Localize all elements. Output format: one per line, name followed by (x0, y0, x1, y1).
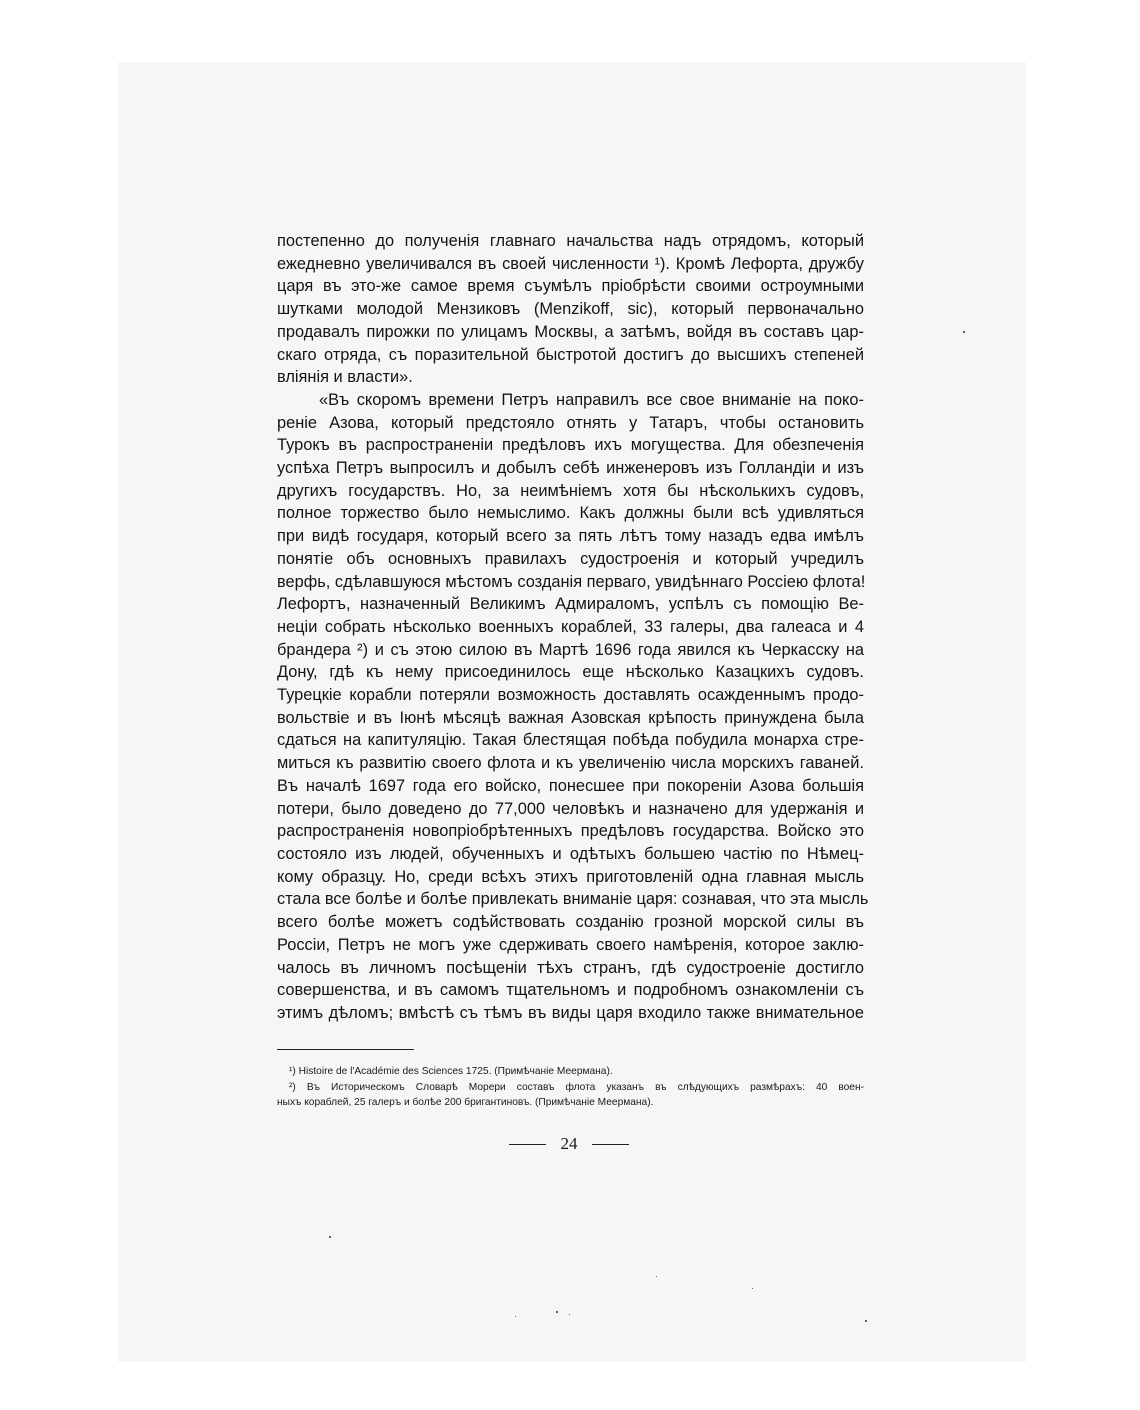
text-line: совершенства, и въ самомъ тщательномъ и подробномъ ознакомленіи съ (277, 981, 864, 1000)
text-line: постепенно до полученія главнаго начальства надъ отрядомъ, который (277, 232, 864, 250)
scan-speck (556, 1311, 558, 1313)
text-line: сдаться на капитуляцію. Такая блестящая побѣда побудила монарха стре- (277, 731, 864, 750)
text-line: вольствіе и въ Іюнѣ мѣсяцѣ важная Азовская крѣпость принуждена была (277, 708, 864, 727)
text-line: реніе Азова, который предстояло отнять у Татаръ, чтобы остановить (277, 413, 864, 432)
text-line: потери, было доведено до 77,000 человѣкъ и назначено для удержанія и (277, 799, 864, 818)
footnote-continuation: ныхъ кораблей, 25 галеръ и болѣе 200 бригантиновъ. (Примѣчаніе Меермана). (277, 1097, 654, 1108)
scan-speck (329, 1236, 331, 1238)
page-number-dash-left (509, 1144, 546, 1145)
text-line: скаго отряда, съ поразительной быстротой достигъ до высшихъ степеней (277, 345, 864, 364)
text-line: всего болѣе можетъ содѣйствовать созданію грозной морской силы въ (277, 913, 864, 932)
text-line: понятіе объ основныхъ правилахъ судостроенія и который учредилъ (277, 549, 864, 568)
text-line: брандера ²) и съ этою силою въ Мартѣ 1696 года явился къ Черкасску на (277, 640, 864, 659)
footnotes (277, 1064, 864, 1111)
text-line: при видѣ государя, который всего за пять лѣтъ тому назадъ едва имѣлъ (277, 527, 864, 546)
text-line: «Въ скоромъ времени Петръ направилъ все свое вниманіе на поко- (319, 390, 864, 409)
text-line: другихъ государствъ. Но, за неимѣніемъ хотя бы нѣсколькихъ судовъ, (277, 481, 864, 500)
text-line: распространенія новопріобрѣтенныхъ предѣловъ государства. Войско это (277, 822, 864, 841)
text-line: царя въ это-же самое время съумѣлъ пріобрѣсти своими остроумными (277, 277, 864, 296)
text-line: Лефортъ, назначенный Великимъ Адмираломъ, успѣлъ съ помощію Ве- (277, 595, 864, 614)
text-line: шутками молодой Мензиковъ (Menzikoff, sic), который первоначально (277, 300, 864, 319)
scan-speck (752, 1288, 753, 1289)
page-number (509, 1134, 629, 1154)
footnote-separator (277, 1049, 414, 1050)
footnote: ¹) Histoire de l'Académie des Sciences 1725. (Примѣчаніе Меермана). (289, 1066, 613, 1077)
text-line: миться къ развитію своего флота и къ увеличенію числа морскихъ гаваней. (277, 754, 864, 773)
text-line: верфь, сдѣлавшуюся мѣстомъ созданія перваго, увидѣннаго Россіею флота! (277, 572, 866, 591)
text-line: стала все болѣе и болѣе привлекать вниманіе царя: сознавая, что эта мысль (277, 890, 869, 909)
text-line: Турецкіе корабли потеряли возможность доставлять осажденнымъ продо- (277, 686, 864, 705)
text-line: кому образцу. Но, среди всѣхъ этихъ приготовленій одна главная мысль (277, 867, 864, 886)
scan-speck (515, 1316, 516, 1317)
footnote: ²) Въ Историческомъ Словарѣ Морери составъ флота указанъ въ слѣдующихъ размѣрахъ: 40 воен- (289, 1081, 864, 1093)
text-line: этимъ дѣломъ; вмѣстѣ съ тѣмъ въ виды царя входило также внимательное (277, 1003, 864, 1022)
text-line: неціи собрать нѣсколько военныхъ кораблей, 33 галеры, два галеаса и 4 (277, 617, 864, 636)
text-line: продавалъ пирожки по улицамъ Москвы, а затѣмъ, войдя въ составъ цар- (277, 322, 864, 341)
page-number-dash-right (592, 1144, 629, 1145)
text-line: Турокъ въ распространеніи предѣловъ ихъ могущества. Для обезпеченія (277, 436, 864, 455)
text-line: Россіи, Петръ не могъ уже сдерживать своего намѣренія, которое заклю- (277, 935, 864, 954)
text-line: ежедневно увеличивался въ своей численности ¹). Кромѣ Лефорта, дружбу (277, 254, 864, 273)
text-line: вліянія и власти». (277, 368, 413, 387)
scan-speck (656, 1276, 657, 1277)
text-line: Дону, гдѣ къ нему присоединилось еще нѣсколько Казацкихъ судовъ. (277, 663, 864, 682)
text-line: чалось въ личномъ посѣщеніи тѣхъ странъ, гдѣ судостроеніе достигло (277, 958, 864, 977)
scan-speck (963, 331, 965, 333)
text-line: успѣха Петръ выпросилъ и добылъ себѣ инженеровъ изъ Голландіи и изъ (277, 459, 864, 478)
page-number-value: 24 (560, 1134, 578, 1153)
text-line: состояло изъ людей, обученныхъ и одѣтыхъ большею частію по Нѣмец- (277, 844, 864, 863)
scan-speck (569, 1314, 570, 1315)
text-line: полное торжество было немыслимо. Какъ должны были всѣ удивляться (277, 504, 864, 523)
main-text (277, 230, 869, 1025)
text-line: Въ началѣ 1697 года его войско, понесшее при покореніи Азова большія (277, 776, 864, 795)
scan-speck (865, 1320, 867, 1322)
